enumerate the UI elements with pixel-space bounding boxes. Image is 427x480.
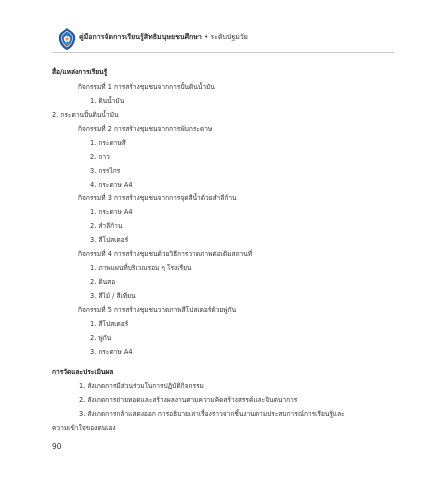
activity-5: กิจกรรมที่ 5 การสร้างชุมชนวาดภาพสีโปสเตอร์ด้วยพู่กัน (78, 306, 237, 314)
activity-1-item: 2. กระดานปั้นดินน้ำมัน (52, 111, 119, 119)
assessment-item: 2. สังเกตการถ่ายทอดและสร้างผลงานตามความคิดสร้างสรรค์และจินตนาการ (79, 396, 298, 404)
activity-5-item: 1. สีโปสเตอร์ (90, 320, 129, 328)
activity-2-item: 4. กระดาษ A4 (90, 181, 133, 189)
activity-3-item: 1. กระดาษ A4 (90, 208, 133, 216)
organization-logo (57, 27, 77, 51)
assessment-item: 1. สังเกตการมีส่วนร่วมในการปฏิบัติกิจกรรม (79, 382, 204, 390)
header-subtitle: • ระดับปฐมวัย (201, 33, 248, 41)
activity-2: กิจกรรมที่ 2 การสร้างชุมชนจากการพับกระดาษ (78, 125, 213, 133)
activity-3-item: 3. สีโปสเตอร์ (90, 236, 129, 244)
page-header (79, 32, 248, 43)
activity-4-item: 3. สีไม้ / สีเทียน (90, 292, 136, 300)
activity-2-item: 2. กาว (90, 153, 110, 161)
section-title-learning-materials: สื่อ/แหล่งการเรียนรู้ (52, 68, 108, 76)
activity-2-item: 3. กรรไกร (90, 167, 121, 175)
activity-5-item: 2. พู่กัน (90, 334, 112, 342)
activity-1: กิจกรรมที่ 1 การสร้างชุมชนจากการปั้นดินน้ำมัน (78, 83, 215, 91)
page-number: 90 (52, 442, 62, 451)
activity-5-item: 3. กระดาษ A4 (90, 348, 133, 356)
activity-3-item: 2. สำลีก้าน (90, 222, 123, 230)
activity-4-item: 1. ภาพแผนที่บริเวณรอบ ๆ โรงเรียน (90, 264, 192, 272)
section-title-assessment: การวัดและประเมินผล (52, 368, 114, 376)
assessment-item-continuation: ความเข้าใจของตนเอง (52, 424, 116, 432)
assessment-item: 3. สังเกตการกล้าแสดงออก การอธิบายเล่าเรื่องราวจากชิ้นงานตามประสบการณ์การเรียนรู้และ (79, 410, 345, 418)
activity-2-item: 1. กระดาษสี (90, 139, 126, 147)
header-divider (52, 52, 394, 53)
activity-4: กิจกรรมที่ 4 การสร้างชุมชนด้วยวิธีการวาดภาพต่อเติมสถานที่ (78, 250, 253, 258)
activity-1-item: 1. ดินน้ำมัน (90, 97, 125, 105)
activity-4-item: 2. ดินสอ (90, 278, 116, 286)
activity-3: กิจกรรมที่ 3 การสร้างชุมชนจากการจุดสีน้ำด้วยสำลีก้าน (78, 194, 237, 202)
header-title: คู่มือการจัดการเรียนรู้สิทธิมนุษยชนศึกษา (79, 33, 202, 41)
